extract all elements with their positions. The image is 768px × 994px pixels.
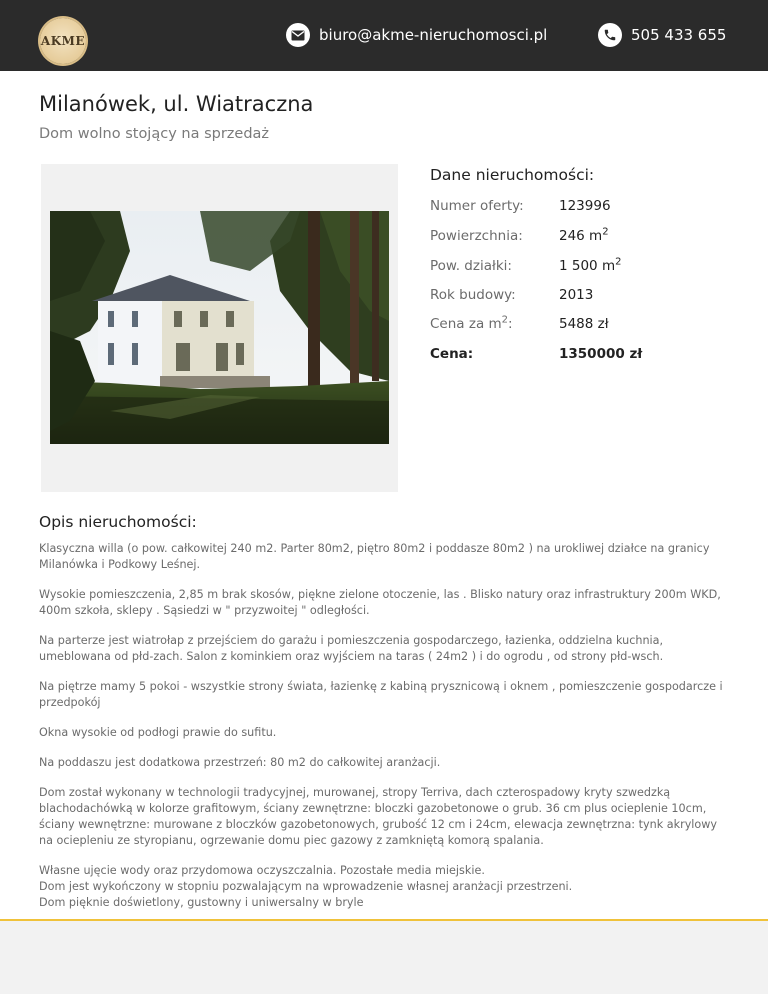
- phone-number[interactable]: 505 433 655: [631, 26, 727, 44]
- description-paragraph: Na parterze jest wiatrołap z przejściem do garażu i pomieszczenia gospodarczego, łazienka, oddzielna kuchnia, umeblowana od płd-zach. Salon z kominkiem oraz wyjściem na taras ( 24m2 ) i do ogrodu , od strony płd-wsch.: [39, 634, 664, 663]
- footer: [0, 921, 768, 994]
- description-paragraph: Na piętrze mamy 5 pokoi - wszystkie strony świata, łazienkę z kabiną prysznicową i oknem , pomieszczenie gospodarcze i przedpokój: [39, 680, 723, 709]
- house-photo[interactable]: [50, 211, 389, 444]
- description-paragraph: Na poddaszu jest dodatkowa przestrzeń: 80 m2 do całkowitej aranżacji.: [39, 756, 441, 769]
- top-bar: [0, 0, 768, 71]
- detail-label: Cena za $m^2$:: [430, 314, 513, 332]
- detail-value: 2013: [559, 287, 594, 303]
- detail-value: 1 500 $m^2$: [559, 256, 622, 274]
- price-label: Cena:: [430, 346, 474, 362]
- detail-label: Pow. działki:: [430, 258, 512, 274]
- detail-value: 5488 zł: [559, 316, 609, 332]
- detail-label: Rok budowy:: [430, 287, 516, 303]
- description-paragraph: Własne ujęcie wody oraz przydomowa oczyszczalnia. Pozostałe media miejskie. Dom jest wykończony w stopniu pozwalającym na wprowadzenie własnej aranżacji przestrzeni. Dom pięknie doświetlony, gustowny i uniwersalny w bryle: [39, 864, 573, 909]
- description-paragraph: Klasyczna willa (o pow. całkowitej 240 m2. Parter 80m2, piętro 80m2 i poddasze 80m2 ) na urokliwej działce na granicy Milanówka i Podkowy Leśnej.: [39, 542, 710, 571]
- description-heading: Opis nieruchomości:: [39, 513, 197, 531]
- detail-label: Numer oferty:: [430, 198, 524, 214]
- description-paragraph: Wysokie pomieszczenia, 2,85 m brak skosów, piękne zielone otoczenie, las . Blisko natury oraz infrastruktury 200m WKD, 400m szkoła, sklepy . Sąsiedzi w " przyzwoitej " odległości.: [39, 588, 721, 617]
- description-paragraph: Okna wysokie od podłogi prawie do sufitu.: [39, 726, 277, 739]
- email-contact[interactable]: [286, 23, 547, 47]
- envelope-icon: [286, 23, 310, 47]
- phone-contact[interactable]: [598, 23, 726, 47]
- detail-label: Powierzchnia:: [430, 228, 523, 244]
- akme-logo[interactable]: [40, 18, 86, 64]
- detail-value: 123996: [559, 198, 611, 214]
- price-value: 1350000 zł: [559, 346, 643, 362]
- logo-text: AKME: [40, 34, 86, 48]
- listing-title: Milanówek, ul. Wiatraczna: [39, 92, 314, 116]
- description-body: [39, 541, 729, 925]
- photo-frame: [41, 164, 398, 492]
- email-address[interactable]: biuro@akme-nieruchomosci.pl: [319, 26, 548, 44]
- description-paragraph: Dom został wykonany w technologii tradycyjnej, murowanej, stropy Terriva, dach czterospadowy kryty szwedzką blachodachówką w kolorze grafitowym, ściany zewnętrzne: bloczki gazobetonowe o grub. 36 cm plus ocieplenie 10cm, ściany wewnętrzne: murowane z bloczków gazobetonowych, grubość 12 cm i 24cm, elewacja zewnętrzna: tynk akrylowy na ociepleniu ze styropianu, ogrzewanie domu piec gazowy z zamkniętą komorą spalania.: [39, 786, 718, 847]
- detail-value: 246 $m^2$: [559, 226, 609, 244]
- phone-icon: [598, 23, 622, 47]
- listing-subtitle: Dom wolno stojący na sprzedaż: [39, 126, 270, 142]
- details-heading: Dane nieruchomości:: [430, 166, 595, 184]
